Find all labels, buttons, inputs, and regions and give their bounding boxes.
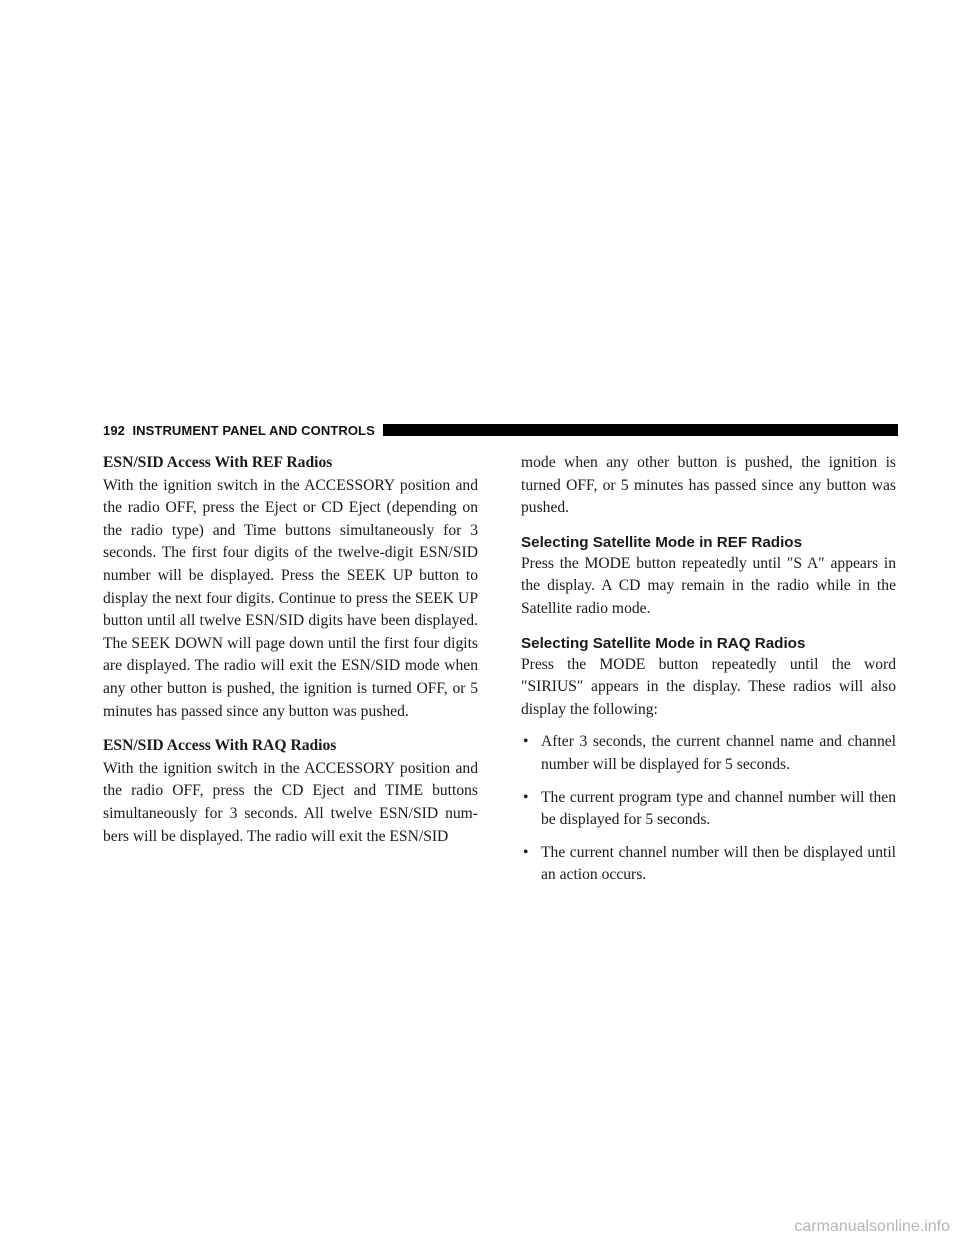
ref-esn-paragraph: With the ignition switch in the ACCESSORY position and the radio OFF, press the Eject or CD Eject (depending on the radio type) and Time buttons simultaneously for 3 seconds. The first four digits of the twelve-digit ESN/SID number will be displayed. Press the SEEK UP button to display the next four digits. Continue to press the SEEK UP button until all twelve ESN/SID digits have been displayed. The SEEK DOWN will page down until the first four digits are displayed. The radio will exit the ESN/SID mode when any other button is pushed, the ignition is turned OFF, or 5 minutes has passed since any button was pushed. — [103, 476, 478, 720]
sat-raq-paragraph: Press the MODE button repeatedly until the word ″SIRIUS″ appears in the display. These radios will also display the following: — [521, 655, 896, 718]
sat-raq-bullet-list — [521, 731, 896, 887]
raq-esn-paragraph: With the ignition switch in the ACCESSORY position and the radio OFF, press the CD Eject and TIME buttons simultaneously for 3 seconds. All twelve ESN/SID num-bers will be displayed. The radio will exit the ESN/SID — [103, 759, 478, 845]
watermark: carmanualsonline.info — [794, 1218, 950, 1235]
list-item-text: After 3 seconds, the current channel name and channel number will be displayed for 5 seconds. — [541, 733, 896, 773]
header-rule — [383, 424, 898, 436]
list-item — [521, 842, 896, 887]
sat-raq-heading: Selecting Satellite Mode in RAQ Radios — [521, 634, 806, 652]
ref-esn-heading: ESN/SID Access With REF Radios — [103, 454, 333, 471]
section-title: INSTRUMENT PANEL AND CONTROLS — [132, 422, 375, 438]
list-item — [521, 787, 896, 832]
raq-esn-heading: ESN/SID Access With RAQ Radios — [103, 737, 337, 755]
bullet-icon: • — [523, 733, 529, 751]
bullet-icon: • — [523, 843, 529, 861]
header-label — [103, 423, 375, 438]
sat-ref-heading: Selecting Satellite Mode in REF Radios — [521, 533, 803, 551]
list-item-text: The current program type and channel number will then be displayed for 5 seconds. — [541, 788, 896, 829]
right-column — [521, 452, 896, 897]
list-item — [521, 731, 896, 776]
raq-esn-paragraph-continued: mode when any other button is pushed, the ignition is turned OFF, or 5 minutes has passed since any button was pushed. — [521, 454, 896, 517]
sat-ref-paragraph: Press the MODE button repeatedly until ″S A″ appears in the display. A CD may remain in the radio while in the Satellite radio mode. — [521, 554, 896, 617]
list-item-text: The current channel number will then be displayed until an action occurs. — [541, 843, 896, 884]
bullet-icon: • — [523, 788, 529, 806]
page-number: 192 — [103, 422, 125, 438]
page-header — [103, 421, 898, 439]
left-column — [103, 452, 478, 848]
